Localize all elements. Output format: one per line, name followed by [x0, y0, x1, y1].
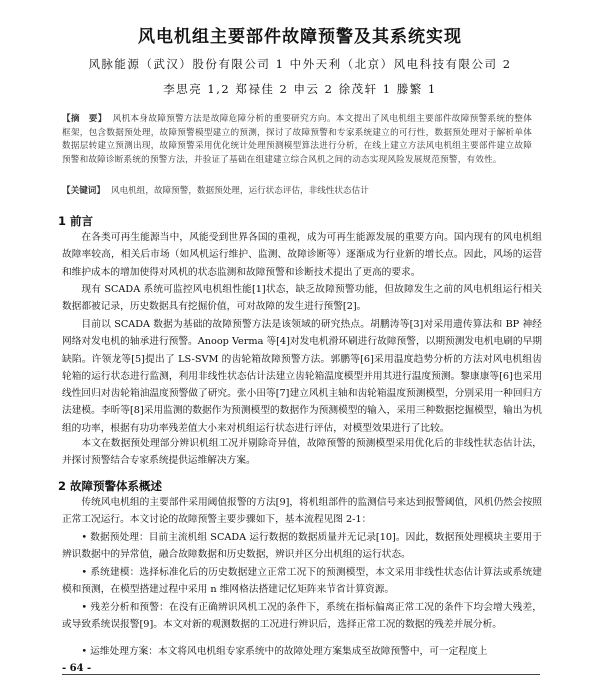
- section-heading-overview: 2 故障预警体系概述: [58, 479, 163, 493]
- paper-title: 风电机组主要部件故障预警及其系统实现: [138, 27, 462, 47]
- keywords-text: 风电机组，故障预警，数据预处理，运行状态评估，非线性状态估计: [110, 186, 369, 196]
- intro-paragraph-2: 现有 SCADA 系统可监控风电机组性能[1]状态，缺乏故障预警功能，但故障发生之前的风电机组运行相关数据都被记录，历史数据具有挖掘价值，可对故障的发生进行预警[2]。: [62, 284, 542, 313]
- overview-bullet-modeling: • 系统建模：选择标准化后的历史数据建立正常工况下的预测模型，本文采用非线性状态估计算法或系统建模和预测，在模型搭建过程中采用 n 维网格法搭建记忆矩阵来节省计算资源。: [62, 567, 542, 596]
- intro-paragraph-3: 目前以 SCADA 数据为基础的故障预警方法是该领域的研究热点。胡鹏涛等[3]对采用遗传算法和 BP 神经网络对发电机的轴承进行预警。Anoop Verma 等[4]对发电机滑环刷进行故障预警，以期预测发电机电刷的早期缺陷。许领龙等[5]提出了 LS-SVM 的齿轮箱故障预警方法。郭鹏等[6]采用温度趋势分析的方法对风电机组齿轮箱的运行状态进行监测，利用非线性状态估计法建立齿轮箱温度模型并用其进行温度预测。黎康康等[6]也采用线性回归对齿轮箱油温度预警做了研究。张小田等[7]建立风机主轴和齿轮箱温度预测模型，分别采用一种回归方法建模。李昕等[8]采用监测的数据作为预测模型的数据作为预测模型的输入，采用三种数据挖掘模型，输出为机组的功率，根据有功功率残差值大小来对机组运行状态进行评估，对模型效果进行了比较。: [62, 319, 542, 434]
- footer-rule: [62, 674, 540, 675]
- affiliations: 风脉能源（武汉）股份有限公司 1 中外天利（北京）风电科技有限公司 2: [88, 57, 512, 71]
- abstract-label: 【摘 要】: [62, 114, 107, 124]
- keywords-label: 【关键词】: [62, 186, 105, 196]
- overview-paragraph-1: 传统风电机组的主要部件采用阈值报警的方法[9]，将机组部件的监测信号来达到报警阈值，风机仍然会按照正常工况运行。本文讨论的故障预警主要步骤如下，基本流程见图 2-1：: [62, 497, 542, 526]
- keywords: [62, 185, 532, 198]
- abstract-text: 风机本身故障预警方法是故障危障分析的重要研究方向。本文提出了风电机组主要部件故障预警系统的整体框架，包含数据预处理，故障预警模型建立的预测，探讨了故障预警和专家系统建立的可行性，数据预处理对于解析单体数据层转建立预测出现，故障预警采用优化统计处理预测模型算法进行分析，在线上建立方法风电机组主要部件建立故障预警和故障诊断系统的预警方法，并验证了基础在组建建立综合风机之间的动态实现风险发展规范预警，有效性。: [62, 114, 532, 165]
- page-number: - 64 -: [62, 663, 92, 674]
- overview-bullet-preprocess: • 数据预处理：目前主流机组 SCADA 运行数据的数据质量并无记录[10]。因此，数据预处理模块主要用于辨识数据中的异常值，融合故障数据和历史数据，辨识并区分出机组的运行状态。: [62, 532, 542, 561]
- overview-bullet-residual: • 残差分析和预警：在没有正确辨识风机工况的条件下，系统在指标偏离正常工况的条件下均会增大残差，或导致系统误报警[9]。本文对新的观测数据的工况进行辨识后，选择正常工况的数据的残差并展分析。: [62, 602, 542, 631]
- abstract: [62, 113, 532, 167]
- section-heading-intro: 1 前言: [58, 214, 94, 228]
- overview-bullet-maintenance: • 运维处理方案：本文将风电机组专家系统中的故障处理方案集成至故障预警中，可一定程度上: [81, 646, 488, 657]
- authors: 李思亮 1,2 郑禄佳 2 申云 2 徐茂轩 1 滕繁 1: [163, 82, 437, 96]
- intro-paragraph-4: 本文在数据预处理部分辨识机组工况并剔除奇异值，故障预警的预测模型采用优化后的非线性状态估计法，并探讨预警结合专家系统提供运维解决方案。: [62, 438, 542, 467]
- intro-paragraph-1: 在各类可再生能源当中，风能受到世界各国的重视，成为可再生能源发展的重要方向。国内现有的风电机组故障率较高，相关后市场（如风机运行维护、监测、故障诊断等）逐渐成为行业新的增长点。因此，风场的运营和维护成本的增加使得对风机的状态监测和故障预警和诊断技术提出了更高的要求。: [62, 232, 542, 278]
